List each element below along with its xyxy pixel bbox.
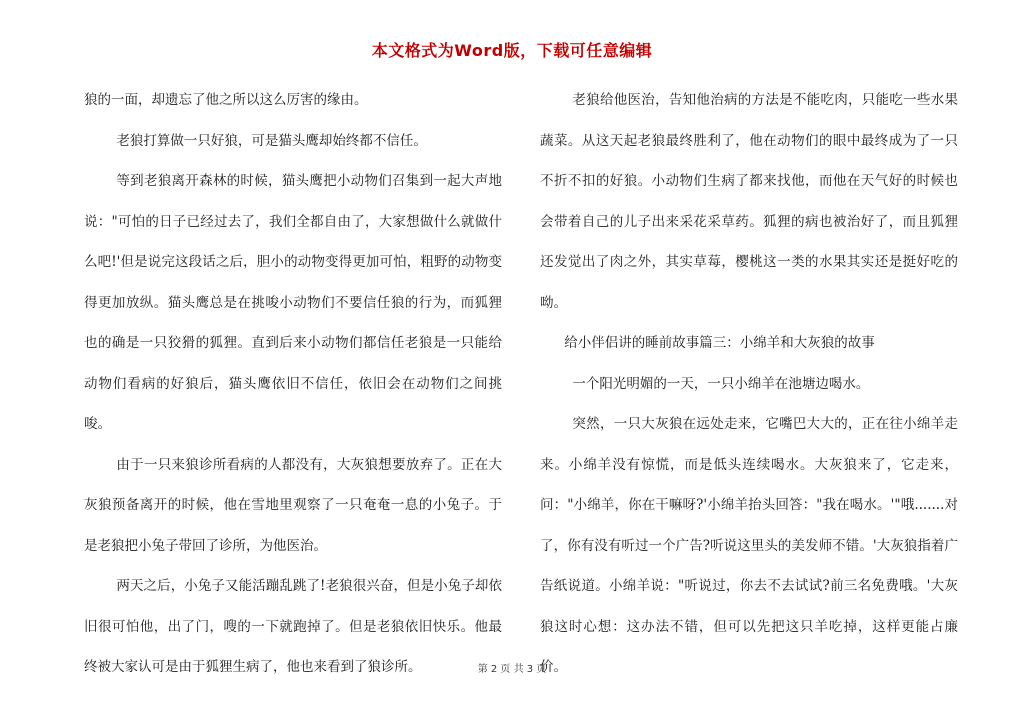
paragraph: 老狼给他医治，告知他治病的方法是不能吃肉，只能吃一些水果蔬菜。从这天起老狼最终胜利了，他在动物们的眼中最终成为了一只不折不扣的好狼。小动物们生病了都来找他，而他在天气好的时候也会带着自己的儿子出来采花采草药。狐狸的病也被治好了，而且狐狸还发觉出了肉之外，其实草莓，樱桃这一类的水果其实还是挺好吃的呦。 xyxy=(540,92,958,311)
paragraph: 突然，一只大灰狼在远处走来，它嘴巴大大的，正在往小绵羊走来。小绵羊没有惊慌，而是低头连续喝水。大灰狼来了，它走来，问："小绵羊，你在干嘛呀?'小绵羊抬头回答："我在喝水。'"哦.......对了，你有没有听过一个广告?听说这里头的美发师不错。'大灰狼指着广告纸说道。小绵羊说："听说过，你去不去试试?前三名免费哦。'大灰狼这时心想：这办法不错，但可以先把这只羊吃掉，这样更能占廉价。 xyxy=(540,416,958,675)
paragraph: 老狼打算做一只好狼，可是猫头鹰却始终都不信任。 xyxy=(116,132,427,149)
right-column xyxy=(540,80,958,688)
left-column xyxy=(84,80,502,688)
page-footer: 第 2 页 共 3 页 xyxy=(477,664,547,675)
paragraph: 由于一只来狼诊所看病的人都没有，大灰狼想要放弃了。正在大灰狼预备离开的时候，他在雪地里观察了一只奄奄一息的小兔子。于是老狼把小兔子带回了诊所，为他医治。 xyxy=(84,456,502,554)
paragraph: 狼的一面，却遗忘了他之所以这么厉害的缘由。 xyxy=(84,92,368,108)
paragraph: 两天之后，小兔子又能活蹦乱跳了!老狼很兴奋，但是小兔子却依旧很可怕他，出了门，嗖的一下就跑掉了。但是老狼依旧快乐。他最终被大家认可是由于狐狸生病了，他也来看到了狼诊所。 xyxy=(84,578,502,675)
document-banner: 本文格式为Word版，下载可任意编辑 xyxy=(371,41,653,60)
paragraph: 等到老狼离开森林的时候，猫头鹰把小动物们召集到一起大声地说："可怕的日子已经过去了，我们全都自由了，大家想做什么就做什么吧!'但是说完这段话之后，胆小的动物变得更加可怕，粗野的动物变得更加放纵。猫头鹰总是在挑唆小动物们不要信任狼的行为，而狐狸也的确是一只狡猾的狐狸。直到后来小动物们都信任老狼是一只能给动物们看病的好狼后，猫头鹰依旧不信任，依旧会在动物们之间挑唆。 xyxy=(84,173,502,432)
section-heading: 给小伴侣讲的睡前故事篇三：小绵羊和大灰狼的故事 xyxy=(564,335,875,351)
paragraph: 一个阳光明媚的一天，一只小绵羊在池塘边喝水。 xyxy=(572,375,870,392)
